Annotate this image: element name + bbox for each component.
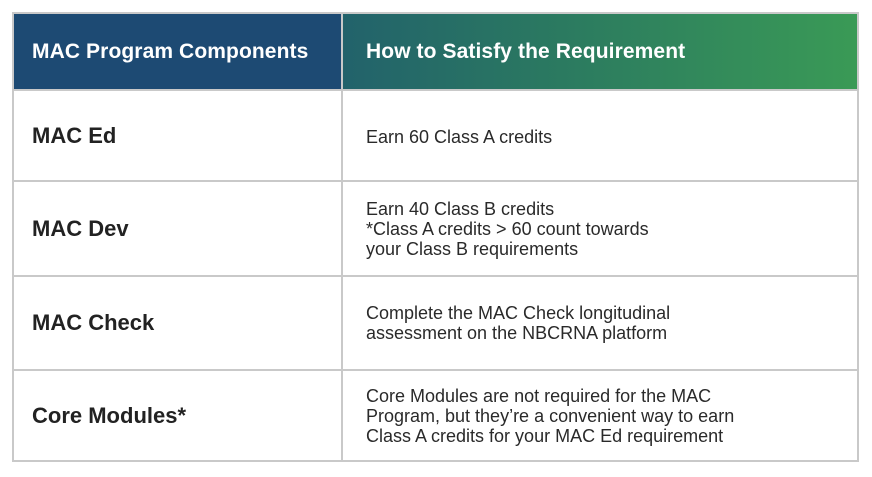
header-components: MAC Program Components [14, 14, 343, 89]
component-name: MAC Ed [14, 91, 343, 180]
table-row [14, 180, 857, 275]
table-row [14, 275, 857, 369]
table-header [14, 14, 857, 89]
requirement-line: *Class A credits > 60 count towards [366, 218, 649, 239]
header-requirement: How to Satisfy the Requirement [366, 39, 686, 63]
component-name: MAC Check [14, 277, 343, 369]
component-name: Core Modules* [14, 371, 343, 460]
requirement-text [343, 91, 857, 180]
requirement-line: Earn 40 Class B credits [366, 198, 555, 219]
requirement-line: Class A credits for your MAC Ed requirement [366, 425, 724, 446]
requirement-line: your Class B requirements [366, 238, 579, 259]
table-row [14, 89, 857, 180]
requirement-line: Core Modules are not required for the MAC [366, 385, 712, 406]
requirement-text [343, 182, 857, 275]
requirement-line: Earn 60 Class A credits [366, 127, 553, 147]
table-row [14, 369, 857, 460]
requirement-text [343, 371, 857, 460]
requirement-line: Complete the MAC Check longitudinal [366, 303, 671, 323]
requirement-line: assessment on the NBCRNA platform [366, 323, 668, 343]
requirement-line: Program, but they’re a convenient way to earn [366, 405, 735, 426]
component-name: MAC Dev [14, 182, 343, 275]
requirement-text [343, 277, 857, 369]
requirements-table [12, 12, 859, 462]
